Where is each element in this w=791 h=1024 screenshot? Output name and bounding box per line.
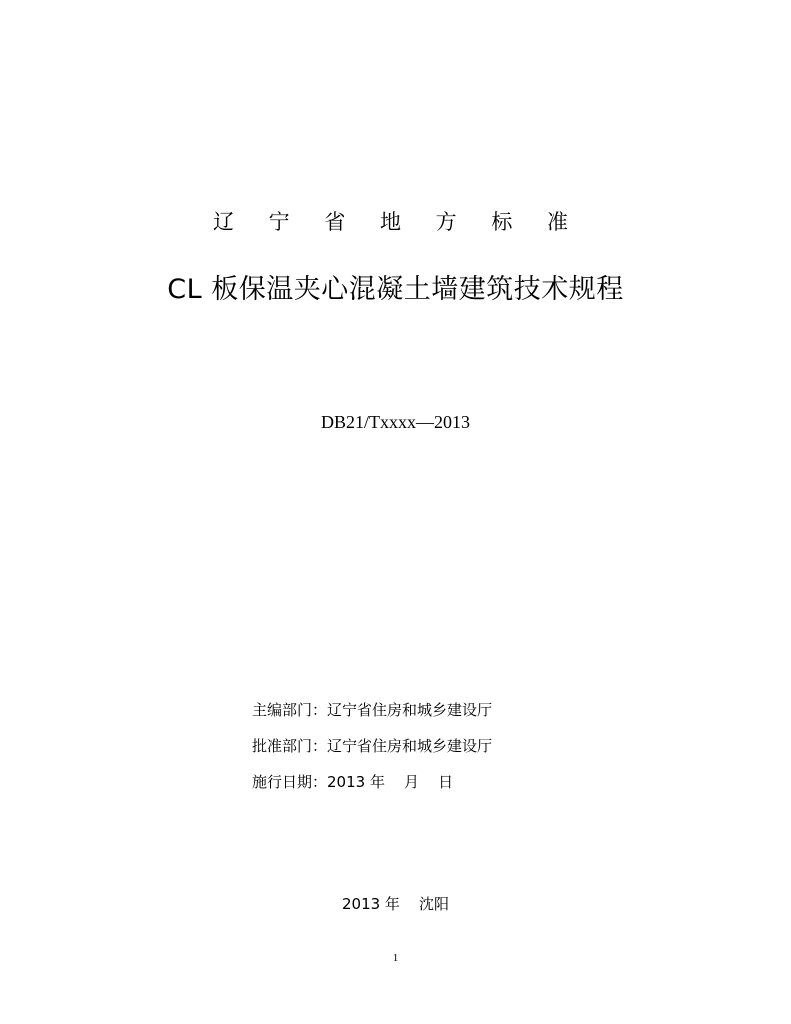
meta-value-effective-date: 2013 年 月 日 bbox=[327, 773, 454, 791]
meta-row-effective-date bbox=[252, 772, 652, 808]
publication-year-place: 2013 年 沈阳 bbox=[341, 895, 449, 913]
meta-value-editor: 辽宁省住房和城乡建设厅 bbox=[327, 701, 493, 719]
region-standard-heading-text: 辽 宁 省 地 方 标 准 bbox=[212, 210, 583, 234]
meta-row-editor bbox=[252, 700, 652, 736]
meta-value-approver: 辽宁省住房和城乡建设厅 bbox=[327, 737, 493, 755]
document-title: CL 板保温夹心混凝土墙建筑技术规程 bbox=[167, 274, 624, 305]
meta-label-approver: 批准部门： bbox=[252, 737, 328, 755]
page-number: 1 bbox=[392, 952, 399, 964]
meta-label-effective-date: 施行日期： bbox=[252, 773, 328, 791]
meta-row-approver bbox=[252, 736, 652, 772]
meta-label-editor: 主编部门： bbox=[252, 701, 328, 719]
document-metadata bbox=[252, 700, 652, 808]
standard-number: DB21/Txxxx—2013 bbox=[320, 412, 470, 432]
region-standard-heading bbox=[0, 206, 791, 238]
